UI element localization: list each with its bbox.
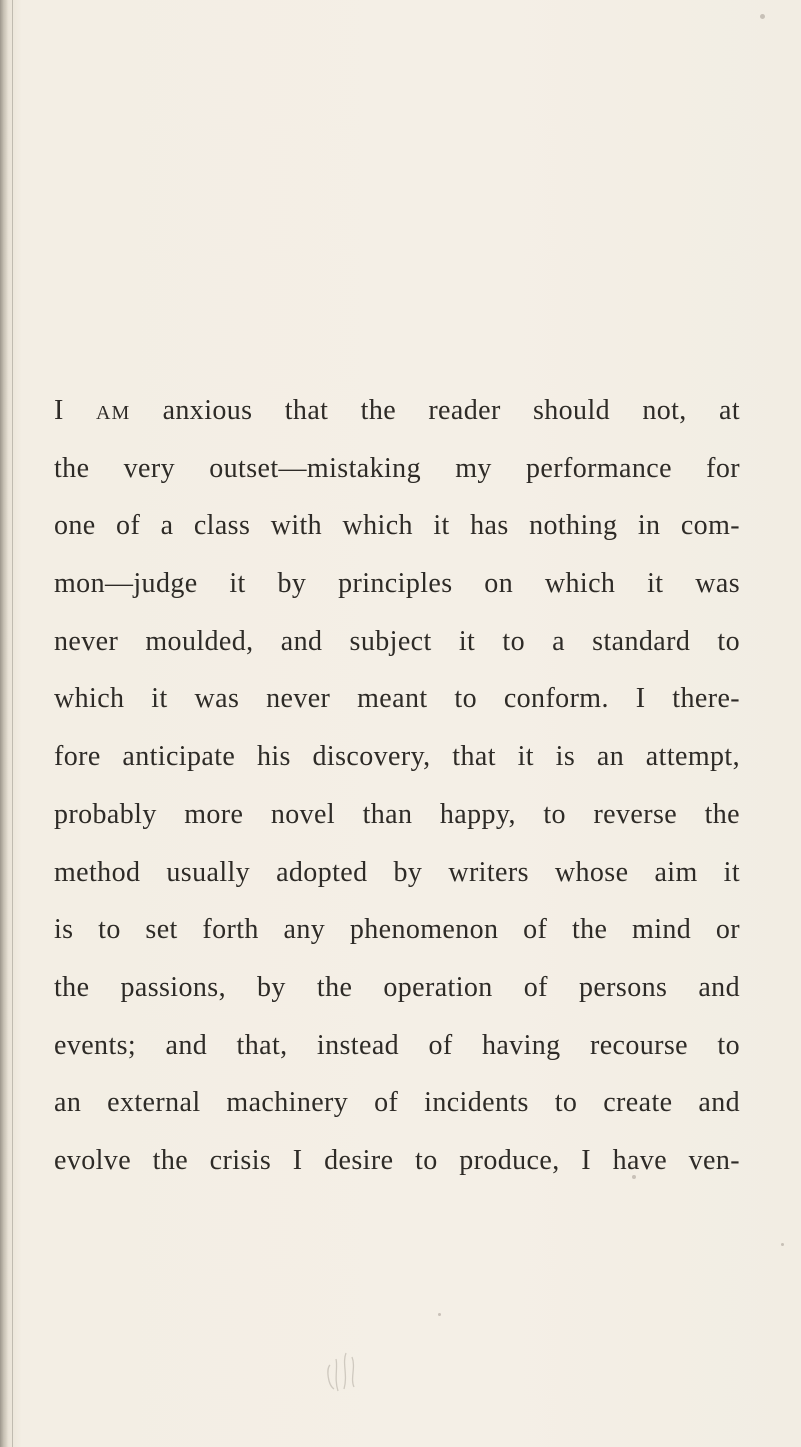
paper-speck (438, 1313, 441, 1316)
paragraph-line-9: method usually adopted by writers whose aim it (54, 856, 740, 888)
page-gutter-line (12, 0, 13, 1447)
paragraph-line-7: fore anticipate his discovery, that it is an attempt, (54, 741, 740, 773)
paragraph-line-3: one of a class with which it has nothing in com- (54, 510, 740, 542)
paper-speck (760, 14, 765, 19)
paragraph-line-10: is to set forth any phenomenon of the mind or (54, 914, 740, 946)
paragraph-line-5: never moulded, and subject it to a standard to (54, 625, 740, 657)
paragraph-line-12: events; and that, instead of having recourse to (54, 1029, 740, 1061)
paragraph-line-6: which it was never meant to conform. I there- (54, 683, 740, 715)
paragraph-line-8: probably more novel than happy, to reverse the (54, 798, 740, 830)
paragraph (54, 393, 740, 1201)
opening-smallcaps: am (96, 395, 131, 426)
paragraph-line-2: the very outset—mistaking my performance for (54, 452, 740, 484)
page-gutter-shadow (0, 0, 8, 1447)
line-text: anxious that the reader should not, at (162, 395, 740, 426)
faded-folio-mark (322, 1345, 362, 1395)
paper-speck (632, 1175, 636, 1179)
paragraph-line-1 (54, 393, 740, 451)
paragraph-line-13: an external machinery of incidents to create and (54, 1087, 740, 1119)
paragraph-line-14: evolve the crisis I desire to produce, I have ven- (54, 1144, 740, 1176)
opening-word: I (54, 395, 64, 426)
paragraph-line-4: mon—judge it by principles on which it was (54, 568, 740, 600)
paragraph-line-11: the passions, by the operation of persons and (54, 971, 740, 1003)
paper-speck (781, 1243, 784, 1246)
